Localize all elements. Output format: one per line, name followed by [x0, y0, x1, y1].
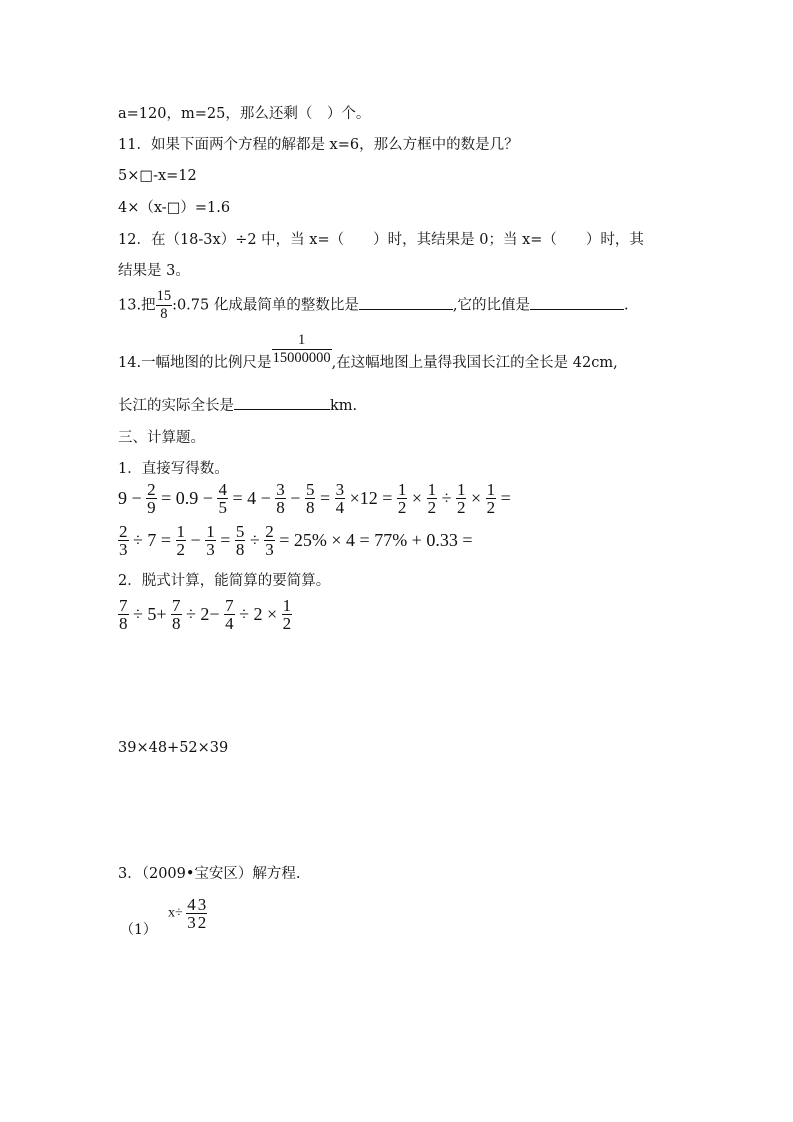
- fraction: [186, 896, 197, 931]
- fraction: [224, 597, 235, 632]
- q13-prefix: 13.把: [118, 297, 156, 314]
- numerator: 1: [427, 480, 437, 499]
- answer-blank[interactable]: [234, 395, 330, 410]
- denominator: 2: [197, 913, 207, 932]
- denominator: 8: [276, 498, 285, 517]
- fraction: [118, 597, 129, 632]
- equation-1: 5×□-x=12: [118, 168, 197, 184]
- question-12: 12．在（18-3x）÷2 中，当 x=（ ）时，其结果是 0；当 x=（ ）时，其: [118, 232, 644, 248]
- answer-blank[interactable]: [530, 295, 624, 310]
- denominator: 2: [176, 540, 186, 559]
- answer-blank[interactable]: [359, 295, 453, 310]
- q13-mid2: ,它的比值是: [452, 297, 530, 314]
- equation-expression-1: [168, 896, 207, 931]
- math-text: ÷ 7 =: [128, 530, 176, 550]
- denominator: 5: [218, 498, 227, 517]
- equation-label-1: （1）: [120, 922, 157, 938]
- numerator: 5: [235, 522, 245, 541]
- fraction: [118, 523, 129, 558]
- q14-prefix: 14.一幅地图的比例尺是: [118, 355, 272, 371]
- numerator: 2: [119, 522, 128, 541]
- numerator: 1: [206, 522, 215, 541]
- subquestion-2: 2．脱式计算，能简算的要简算。: [118, 573, 331, 589]
- denominator: 2: [456, 498, 466, 517]
- fraction: [146, 481, 157, 516]
- numerator: 4: [218, 480, 227, 499]
- text-line-1: a=120，m=25，那么还剩（ ）个。: [118, 106, 371, 122]
- math-text: ×12 =: [345, 488, 397, 508]
- calculation-expression-2: 39×48+52×39: [118, 740, 229, 756]
- math-text: −: [285, 488, 305, 508]
- math-text: ÷ 5+: [128, 604, 172, 624]
- fraction: [197, 896, 208, 931]
- q13-mid: :0.75 化成最简单的整数比是: [172, 297, 359, 314]
- math-text: ×: [466, 488, 486, 508]
- mental-math-row-1: [118, 481, 511, 516]
- math-text: = 4 −: [227, 488, 276, 508]
- denominator: 2: [486, 498, 496, 517]
- q14-cont-suffix: km.: [330, 398, 358, 414]
- denominator: 3: [206, 540, 215, 559]
- question-14-cont: [118, 395, 357, 416]
- question-14: [118, 332, 618, 373]
- question-11: 11．如果下面两个方程的解都是 x=6，那么方框中的数是几？: [118, 137, 519, 153]
- math-text: ÷: [437, 488, 456, 508]
- fraction: [235, 523, 246, 558]
- q13-end: .: [623, 297, 629, 314]
- denominator: 3: [119, 540, 128, 559]
- fraction: [305, 481, 316, 516]
- math-text: x÷: [168, 905, 187, 921]
- math-text: =: [315, 488, 335, 508]
- math-text: ×: [407, 488, 427, 508]
- denominator: 2: [427, 498, 437, 517]
- denominator: 9: [147, 498, 156, 517]
- calculation-expression-1: [118, 597, 292, 632]
- fraction: [282, 597, 293, 632]
- fraction: [264, 523, 275, 558]
- fraction: [217, 481, 228, 516]
- question-12-cont: 结果是 3。: [118, 263, 190, 279]
- math-text: =: [496, 488, 511, 508]
- numerator: 3: [276, 480, 285, 499]
- fraction: [397, 481, 408, 516]
- denominator: 2: [397, 498, 407, 517]
- fraction: [456, 481, 467, 516]
- denominator: 4: [335, 498, 345, 517]
- numerator: 1: [176, 522, 186, 541]
- numerator: 2: [265, 522, 274, 541]
- mental-math-row-2: [118, 523, 472, 558]
- numerator: 3: [197, 895, 207, 914]
- subquestion-3: 3．（2009•宝安区）解方程.: [118, 866, 301, 882]
- fraction: [171, 597, 182, 632]
- numerator: 7: [172, 596, 181, 615]
- numerator: 5: [305, 480, 315, 499]
- fraction-15-8: $\frac{15}{8}$: [156, 288, 172, 322]
- numerator: 7: [225, 596, 234, 615]
- numerator: 7: [119, 596, 128, 615]
- denominator: 8: [305, 498, 315, 517]
- math-text: ÷ 2−: [181, 604, 225, 624]
- fraction: [275, 481, 286, 516]
- fraction: [176, 523, 187, 558]
- math-text: ÷ 2 ×: [234, 604, 282, 624]
- denominator: 8: [172, 614, 181, 633]
- math-text: 25% × 4 = 77% + 0.33 =: [293, 530, 473, 550]
- denominator: 8: [235, 540, 245, 559]
- fraction: [205, 523, 216, 558]
- denominator: 3: [187, 913, 196, 932]
- subquestion-1: 1．直接写得数。: [118, 461, 229, 477]
- math-text: =: [215, 530, 235, 550]
- denominator: 4: [225, 614, 234, 633]
- equation-2: 4×（x-□）=1.6: [118, 200, 231, 216]
- fraction: [427, 481, 438, 516]
- denominator: 8: [119, 614, 128, 633]
- scale-fraction: $\frac{1}{15000000}$: [272, 332, 331, 366]
- math-text: −: [186, 530, 206, 550]
- fraction: [335, 481, 346, 516]
- math-text: 9 −: [118, 488, 147, 508]
- question-13: [118, 288, 629, 323]
- numerator: 3: [335, 480, 345, 499]
- denominator: 2: [282, 614, 292, 633]
- q14-suffix: ,在这幅地图上量得我国长江的全长是 42cm,: [331, 355, 618, 371]
- numerator: 1: [456, 480, 466, 499]
- numerator: 4: [187, 895, 196, 914]
- numerator: 1: [486, 480, 496, 499]
- fraction: [486, 481, 497, 516]
- denominator: 3: [265, 540, 274, 559]
- numerator: 2: [147, 480, 156, 499]
- section-3-heading: 三、计算题。: [118, 430, 205, 446]
- q14-cont-prefix: 长江的实际全长是: [118, 398, 234, 414]
- numerator: 1: [282, 596, 292, 615]
- math-text: =: [274, 530, 294, 550]
- numerator: 1: [397, 480, 407, 499]
- math-text: = 0.9 −: [156, 488, 218, 508]
- math-text: ÷: [245, 530, 265, 550]
